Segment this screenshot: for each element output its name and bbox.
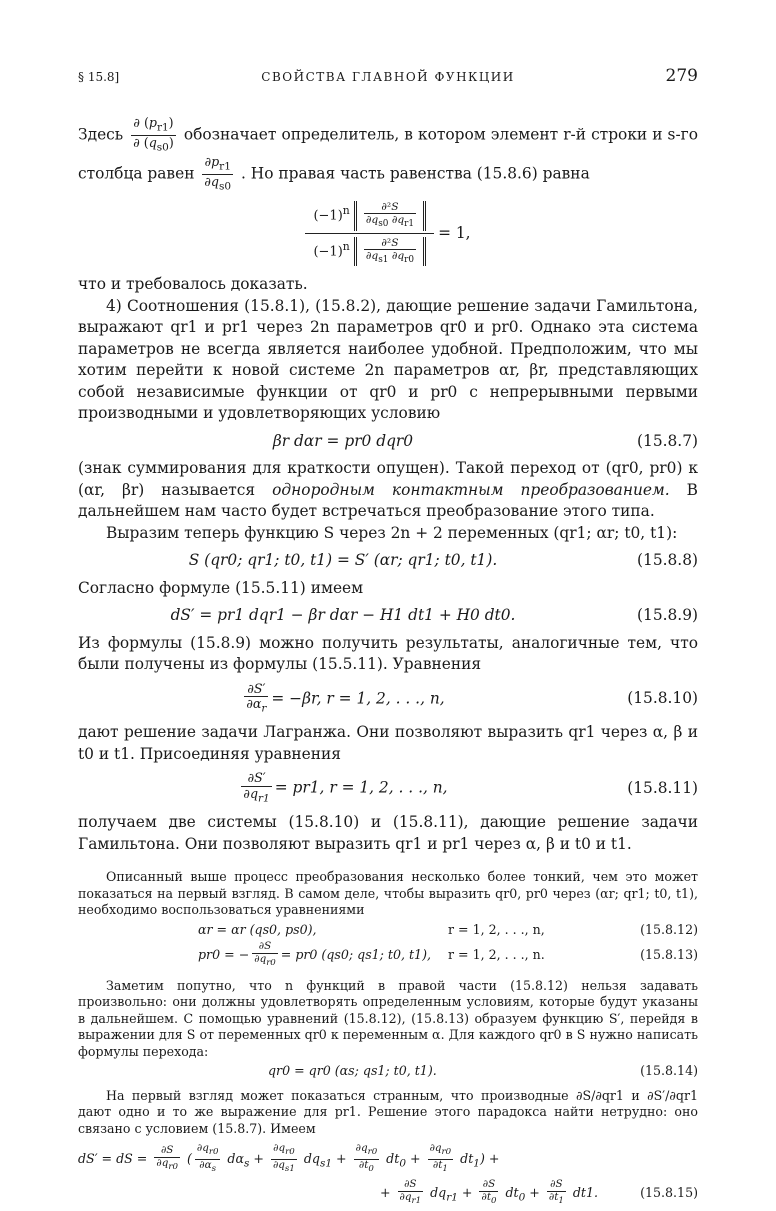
equation-number: (15.8.12) (640, 921, 698, 937)
main-text (78, 116, 698, 855)
equation-ratio: $(-1)^n$ $\frac{\text{∂²S}}{\partial q_{s0} \partial q_{r1}}$ $(-1)^n$ $\frac{\text{∂²S}}{\partial q_{s1} \partial q_{r0}}$ = 1, (78, 198, 698, 268)
equation: pr0 = − $\frac{\partial S}{\partial q_{r0}}$ = pr0 (qs0; qs1; t0, t1), r = 1, 2, . . ., n. (15.8.13) (198, 940, 698, 968)
page-number: 279 (665, 66, 698, 86)
equation-number: (15.8.15) (640, 1185, 698, 1201)
section-ref: § 15.8] (78, 70, 120, 84)
fraction: $\frac{\partial (p_{r1})}{\partial (q_{s0})}$ (133, 115, 174, 154)
fraction: $\frac{\partial p_{r1}}{\partial q_{s0}}$ (204, 154, 232, 193)
paragraph: Здесь $\frac{\partial (p_{r1})}{\partial (q_{s0})}$ обозначает определитель, в котором элемент r-й строки и s-го столбца равен $\frac{\partial p_{r1}}{\partial q_{s0}}$ . Но правая часть равенства (15.8.6) равна (78, 115, 698, 193)
equation-number: (15.8.8) (637, 551, 698, 570)
small-print (78, 869, 698, 1208)
paragraph: (знак суммирования для краткости опущен). Такой переход от (qr0, pr0) к (αr, βr) называется однородным контактным преобразованием. В дальнейшем нам часто будет встречаться преобразование этого типа. (78, 459, 698, 521)
equation: $\frac{\partial S'}{\partial q_{r1}}$ = pr1, r = 1, 2, . . ., n, (15.8.11) (243, 770, 698, 805)
paragraph: Согласно формуле (15.5.11) имеем (78, 578, 364, 597)
equation-number: (15.8.7) (637, 431, 698, 450)
running-header (78, 62, 698, 90)
paragraph: что и требовалось доказать. (78, 275, 308, 294)
paragraph: Выразим теперь функцию S через 2n + 2 переменных (qr1; αr; t0, t1): (106, 523, 678, 542)
equation-number: (15.8.9) (637, 606, 698, 625)
chapter-title: СВОЙСТВА ГЛАВНОЙ ФУНКЦИИ (261, 70, 515, 84)
equation: $\frac{\partial S'}{\partial\alpha_r}$ = −βr, r = 1, 2, . . ., n, (15.8.10) (246, 680, 698, 715)
equation: dS′ = dS = $\frac{\partial S}{\partial q_{r0}}$ ( $\frac{\partial q_{r0}}{\partial\alpha_s}$ $d\alpha_s$ + $\frac{\partial q_{r0}}{\partial q_{s1}}$ $dq_{s1}$ + $\frac{\partial q_{r0}}{\partial t_0}$ $dt_0$ + $\frac{\partial q_{r0}}{\partial t_1}$ $dt_1$) + (78, 1142, 500, 1175)
paragraph: Описанный выше процесс преобразования несколько более тонкий, чем это может показаться на первый взгляд. В самом деле, чтобы выразить qr0, pr0 через (αr; qr1; t0, t1), необходимо воспользоваться уравнениями (78, 869, 698, 918)
paragraph: Из формулы (15.8.9) можно получить результаты, аналогичные тем, что были получены из формулы (15.5.11). Уравнения (78, 633, 698, 674)
paragraph: На первый взгляд может показаться странным, что производные ∂S/∂qr1 и ∂S′/∂qr1 дают одно и то же выражение для pr1. Решение этого парадокса найти нетрудно: оно связано с условием (15.8.7). Имеем (78, 1087, 698, 1136)
equation: S (qr0; qr1; t0, t1) = S′ (αr; qr1; t0, t1). (15.8.8) (78, 550, 698, 572)
equation: αr = αr (qs0, ps0), r = 1, 2, . . ., n, (15.8.12) (198, 921, 698, 937)
equation-number: (15.8.13) (640, 947, 698, 963)
equation-number: (15.8.11) (627, 779, 698, 797)
paragraph: дают решение задачи Лагранжа. Они позволяют выразить qr1 через α, β и t0 и t1. Присоединяя уравнения (78, 723, 698, 763)
equation: dS′ = pr1 dqr1 − βr dαr − H1 dt1 + H0 dt0. (15.8.9) (78, 605, 698, 627)
paragraph: Заметим попутно, что n функций в правой части (15.8.12) нельзя задавать произвольно: они должны удовлетворять определенным условиям, которые будут указаны в дальнейшем. С помощью уравнений (15.8.12), (15.8.13) образуем функцию S′, перейдя в выражении для S от переменных qr0 к переменным α. Для каждого qr0 в S нужно написать формулы перехода: (78, 977, 698, 1059)
equation: + $\frac{\partial S}{\partial q_{r1}}$ $dq_{r1}$ + $\frac{\partial S}{\partial t_0}$ $dt_0$ + $\frac{\partial S}{\partial t_1}$ dt1. (15.8.15) (379, 1178, 698, 1207)
equation: qr0 = qr0 (αs; qs1; t0, t1). (15.8.14) (268, 1063, 698, 1079)
equation-number: (15.8.10) (627, 689, 698, 708)
page (78, 62, 698, 1211)
equation-number: (15.8.14) (640, 1063, 698, 1079)
paragraph: получаем две системы (15.8.10) и (15.8.11), дающие решение задачи Гамильтона. Они позволяют выразить qr1 и pr1 через α, β и t0 и t1. (78, 813, 698, 853)
paragraph: 4) Соотношения (15.8.1), (15.8.2), дающие решение задачи Гамильтона, выражают qr1 и pr1 через 2n параметров qr0 и pr0. Однако эта система параметров не всегда является наиболее удобной. Предположим, что мы хотим перейти к новой системе 2n параметров αr, βr, представляющих собой независимые функции от qr0 и pr0 с непрерывными первыми производными и удовлетворяющих условию (78, 296, 698, 423)
emphasis: однородным контактным преобразованием. (272, 480, 670, 499)
equation: βr dαr = pr0 dqr0 (15.8.7) (78, 431, 698, 453)
